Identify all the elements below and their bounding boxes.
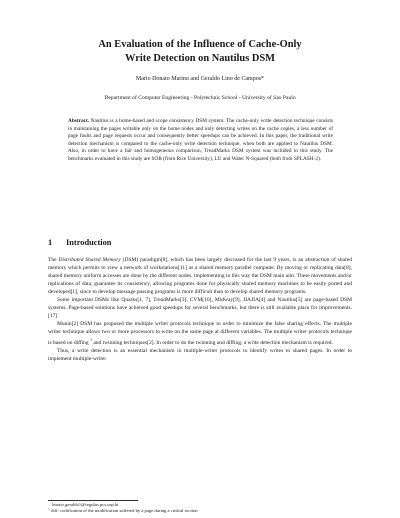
footnote-text: {mario,geraldo}@regulus.pcs.usp.br: [51, 502, 119, 507]
section-heading: [48, 238, 111, 248]
footnotes: [48, 502, 352, 514]
paper-title: [40, 38, 360, 66]
footnote-mark: *: [48, 502, 50, 505]
footnote-mark: 1: [48, 508, 50, 511]
author-list: Mario Donato Marino and Geraldo Lino de Campos*: [135, 76, 265, 82]
footnote-text: diff: codification of the modification suffered by a page during a critical section: [51, 508, 198, 514]
emphasized-term: Distributed Shared Memory: [58, 257, 121, 263]
body-paragraph: [48, 256, 352, 296]
footnote-2: [48, 508, 352, 514]
paragraph-text: Munin[2] DSM has proposed the multiple writer protocols technique in order to minimize the false sharing effects. The multiple writer technique allows two or more processors to write on the same page at different variables. The multiple writer protocols technique is based on diffing: [48, 321, 352, 347]
footnote-ref[interactable]: 1: [90, 338, 92, 343]
author-affiliation: Department of Computer Engineering - Polytechnic School - University of Sao Paulo: [104, 95, 296, 101]
section-title: Introduction: [66, 238, 112, 247]
footnote-rule: [48, 500, 138, 501]
body-paragraph: Thus, a write detection is an essential mechanism in multiple-writer protocols to identify writes to shared pages. In order to implement multiple-writer: [48, 348, 352, 363]
paragraph-text: The: [48, 257, 59, 263]
abstract-heading: Abstract.: [68, 118, 90, 124]
section-body: [48, 256, 352, 363]
paragraph-text: (DSM) paradigm[8], which has been largely discussed for the last 9 years, is an abstraction of shared memory which permits to view a network of workstations[11] as a shared memory parallel computer. By moving or replicating data[8], shared memory uniform accesses are done by the different nodes, implementing in this way the DSM main aim. These movements and/or replications of data, guarantee its consistency, allowing programs done for physically shared memory machines to be easily ported and developed[1], since to develop message passing programs is more difficult than to develop shared memory programs.: [48, 257, 352, 296]
section-number: 1: [48, 238, 53, 247]
title-line-2: Write Detection on Nautilus DSM: [125, 53, 275, 64]
paragraph-text: and twinning techniques[2]. In order to do the twinning and diffing, a write detection mechanism is required.: [91, 340, 333, 347]
body-paragraph: [48, 320, 352, 347]
abstract-text: Nautilus is a home-based and scope consistency DSM system. The cache-only write detection technique consists in maintaining the pages writable only on the home nodes and only detecting writes on the cache copies, a less number of page faults and page requests occur and consequently better speedups can be achieved. In this paper, the traditional write detection mechanism is compared to the cache-only write detection technique, when both are applied to Nautilus DSM. Also, in order to have a fair and homogeneous comparison, TreadMarks DSM system was included in this study. The benchmarks evaluated in this study are SOR (from Rice University), LU and Water N-Squared (both from SPLASH-2).: [68, 118, 333, 162]
title-line-1: An Evaluation of the Influence of Cache-Only: [98, 39, 302, 50]
abstract: [68, 118, 333, 163]
body-paragraph: Some important DSMs like Quarks[1, 7], TreadMarks[3], CVM[10], Midway[9], JIAJIA[4] and Nautilus[5] are page-based DSM systems. Page-based solutions have achieved good speedups for several benchmarks, but there is still available place for improvements.[17]: [48, 297, 352, 320]
